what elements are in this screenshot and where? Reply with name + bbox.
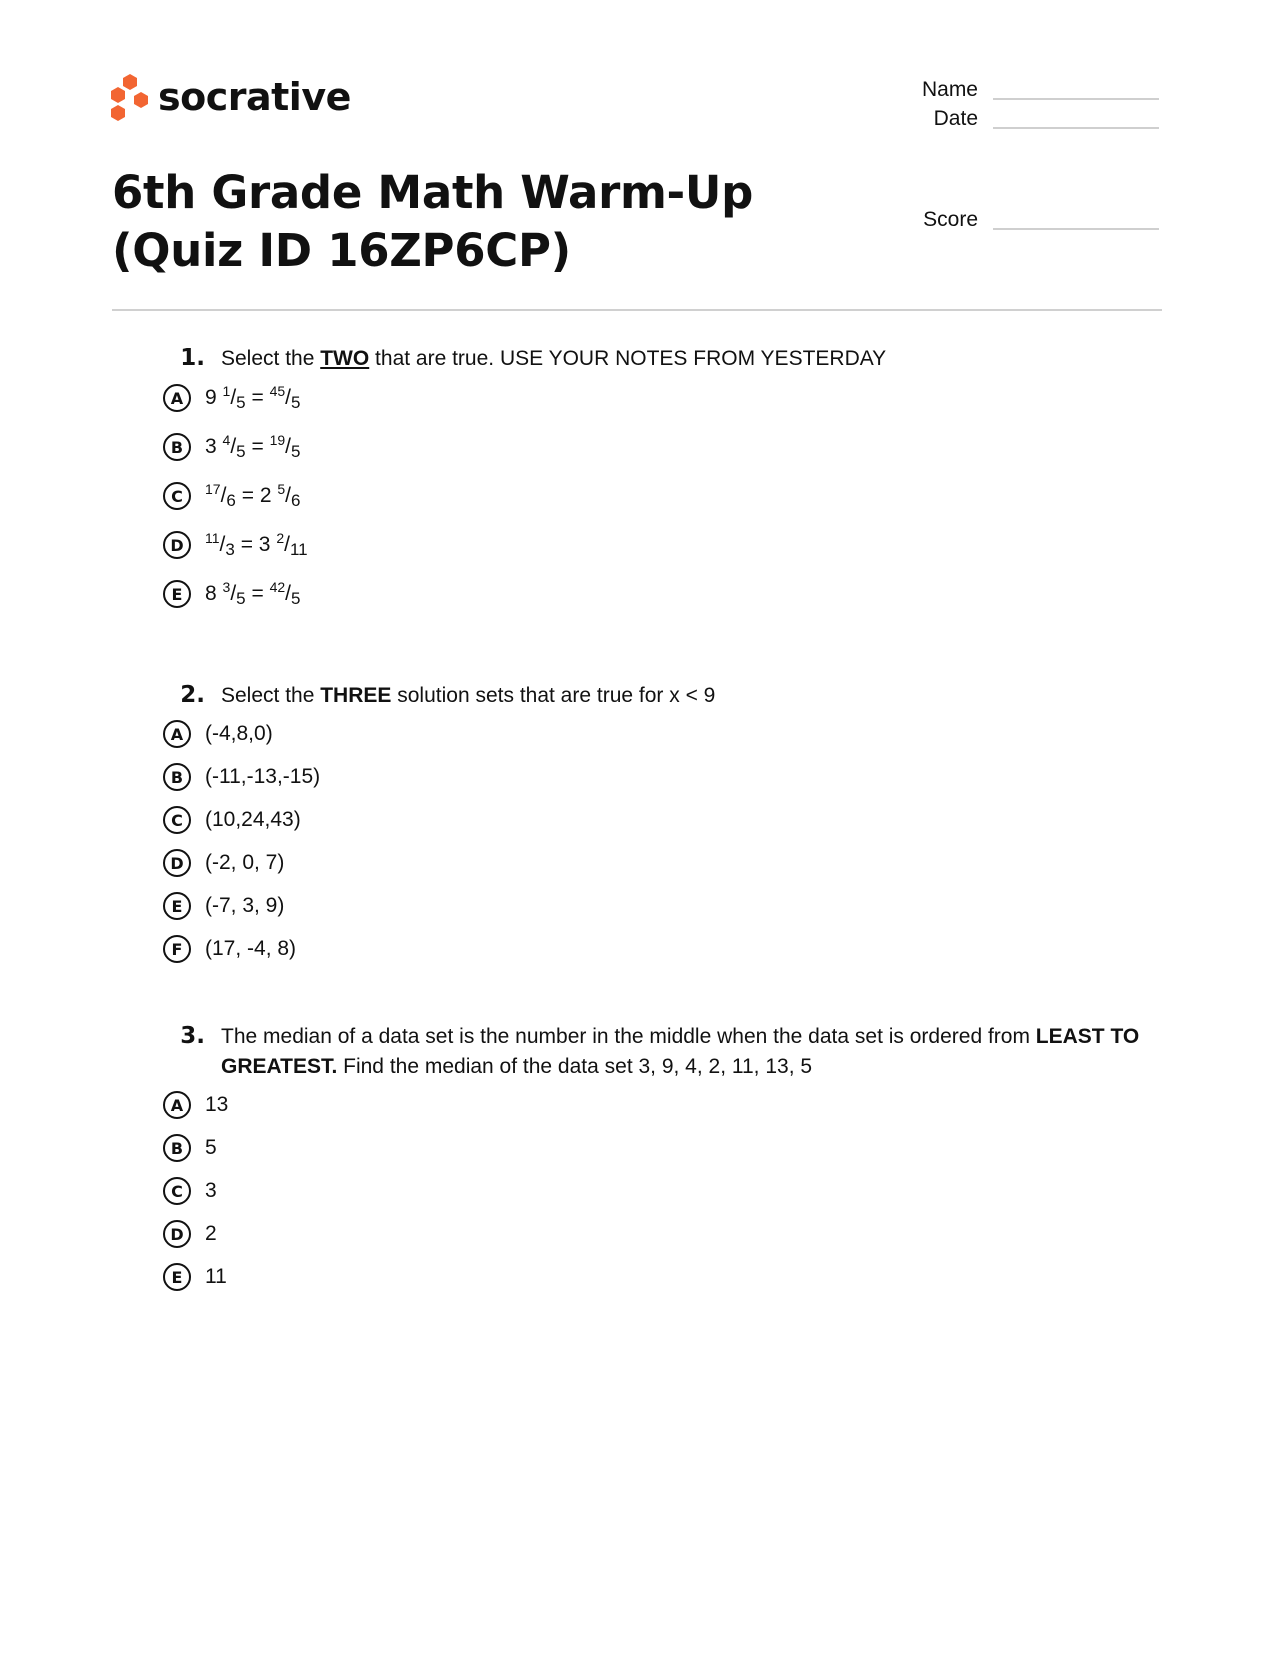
question-number: 2.: [180, 682, 205, 708]
question-number: 1.: [180, 345, 205, 371]
option-d[interactable]: [163, 848, 1165, 878]
score-field[interactable]: [880, 208, 1159, 232]
answer-bubble[interactable]: C: [163, 482, 191, 510]
option-text: (17, -4, 8): [205, 937, 297, 960]
question-number: 3.: [180, 1023, 205, 1049]
header-divider: [112, 309, 1162, 311]
answer-bubble[interactable]: B: [163, 763, 191, 791]
option-e[interactable]: [163, 579, 1165, 609]
answer-bubble[interactable]: E: [163, 892, 191, 920]
name-field[interactable]: [880, 78, 1159, 102]
question-1: [165, 343, 1165, 609]
date-field[interactable]: [880, 107, 1159, 131]
option-text: 8 $^3/_5 = ^{42}/_5$: [205, 579, 301, 608]
option-text: 2: [205, 1222, 217, 1245]
option-text: (-2, 0, 7): [205, 851, 285, 874]
score-label: Score: [923, 208, 978, 231]
answer-bubble[interactable]: A: [163, 720, 191, 748]
brand-name: socrative: [158, 75, 351, 119]
answer-bubble[interactable]: C: [163, 806, 191, 834]
option-b[interactable]: [163, 1133, 1165, 1163]
answer-bubble[interactable]: D: [163, 1220, 191, 1248]
answer-bubble[interactable]: E: [163, 580, 191, 608]
option-e[interactable]: [163, 1262, 1165, 1292]
date-line[interactable]: [993, 127, 1159, 129]
question-text: Select the TWO that are true. USE YOUR NOTES FROM YESTERDAY: [221, 347, 887, 370]
name-line[interactable]: [993, 98, 1159, 100]
option-e[interactable]: [163, 891, 1165, 921]
option-text: 9 $^1/_5 = ^{45}/_5$: [205, 383, 301, 412]
answer-bubble[interactable]: F: [163, 935, 191, 963]
option-d[interactable]: [163, 530, 1165, 560]
socrative-logo: [110, 72, 351, 122]
option-text: 3 $^4/_5 = ^{19}/_5$: [205, 432, 301, 461]
answer-bubble[interactable]: B: [163, 433, 191, 461]
name-label: Name: [921, 78, 978, 101]
question-text: Select the THREE solution sets that are true for x < 9: [221, 684, 716, 707]
option-text: (-11,-13,-15): [205, 765, 321, 788]
option-text: (10,24,43): [205, 808, 301, 831]
option-d[interactable]: [163, 1219, 1165, 1249]
option-c[interactable]: [163, 481, 1165, 511]
option-c[interactable]: [163, 1176, 1165, 1206]
answer-bubble[interactable]: A: [163, 384, 191, 412]
question-text: The median of a data set is the number in the middle when the data set is ordered from LEAST TO GREATEST. Find the median of the data set 3, 9, 4, 2, 11, 13, 5: [221, 1025, 1140, 1078]
score-line[interactable]: [993, 228, 1159, 230]
answer-bubble[interactable]: A: [163, 1091, 191, 1119]
hexagon-cluster-icon: [110, 72, 150, 122]
option-text: $^{17}/_6 = 2$ $^5/_6$: [205, 481, 301, 510]
question-2: [165, 680, 1165, 964]
option-text: (-4,8,0): [205, 722, 273, 745]
question-3: [165, 1021, 1165, 1292]
answer-bubble[interactable]: D: [163, 531, 191, 559]
option-text: 5: [205, 1136, 217, 1159]
answer-bubble[interactable]: C: [163, 1177, 191, 1205]
option-b[interactable]: [163, 762, 1165, 792]
option-a[interactable]: [163, 1090, 1165, 1120]
option-text: $^{11}/_3 = 3$ $^2/_{11}$: [205, 530, 308, 559]
answer-bubble[interactable]: B: [163, 1134, 191, 1162]
answer-bubble[interactable]: E: [163, 1263, 191, 1291]
answer-bubble[interactable]: D: [163, 849, 191, 877]
option-b[interactable]: [163, 432, 1165, 462]
option-f[interactable]: [163, 934, 1165, 964]
option-text: (-7, 3, 9): [205, 894, 285, 917]
option-c[interactable]: [163, 805, 1165, 835]
option-text: 3: [205, 1179, 217, 1202]
page-title: 6th Grade Math Warm-Up (Quiz ID 16ZP6CP): [112, 166, 754, 277]
option-a[interactable]: [163, 719, 1165, 749]
option-text: 11: [205, 1265, 227, 1288]
option-a[interactable]: [163, 383, 1165, 413]
date-label: Date: [933, 107, 978, 130]
option-text: 13: [205, 1093, 229, 1116]
